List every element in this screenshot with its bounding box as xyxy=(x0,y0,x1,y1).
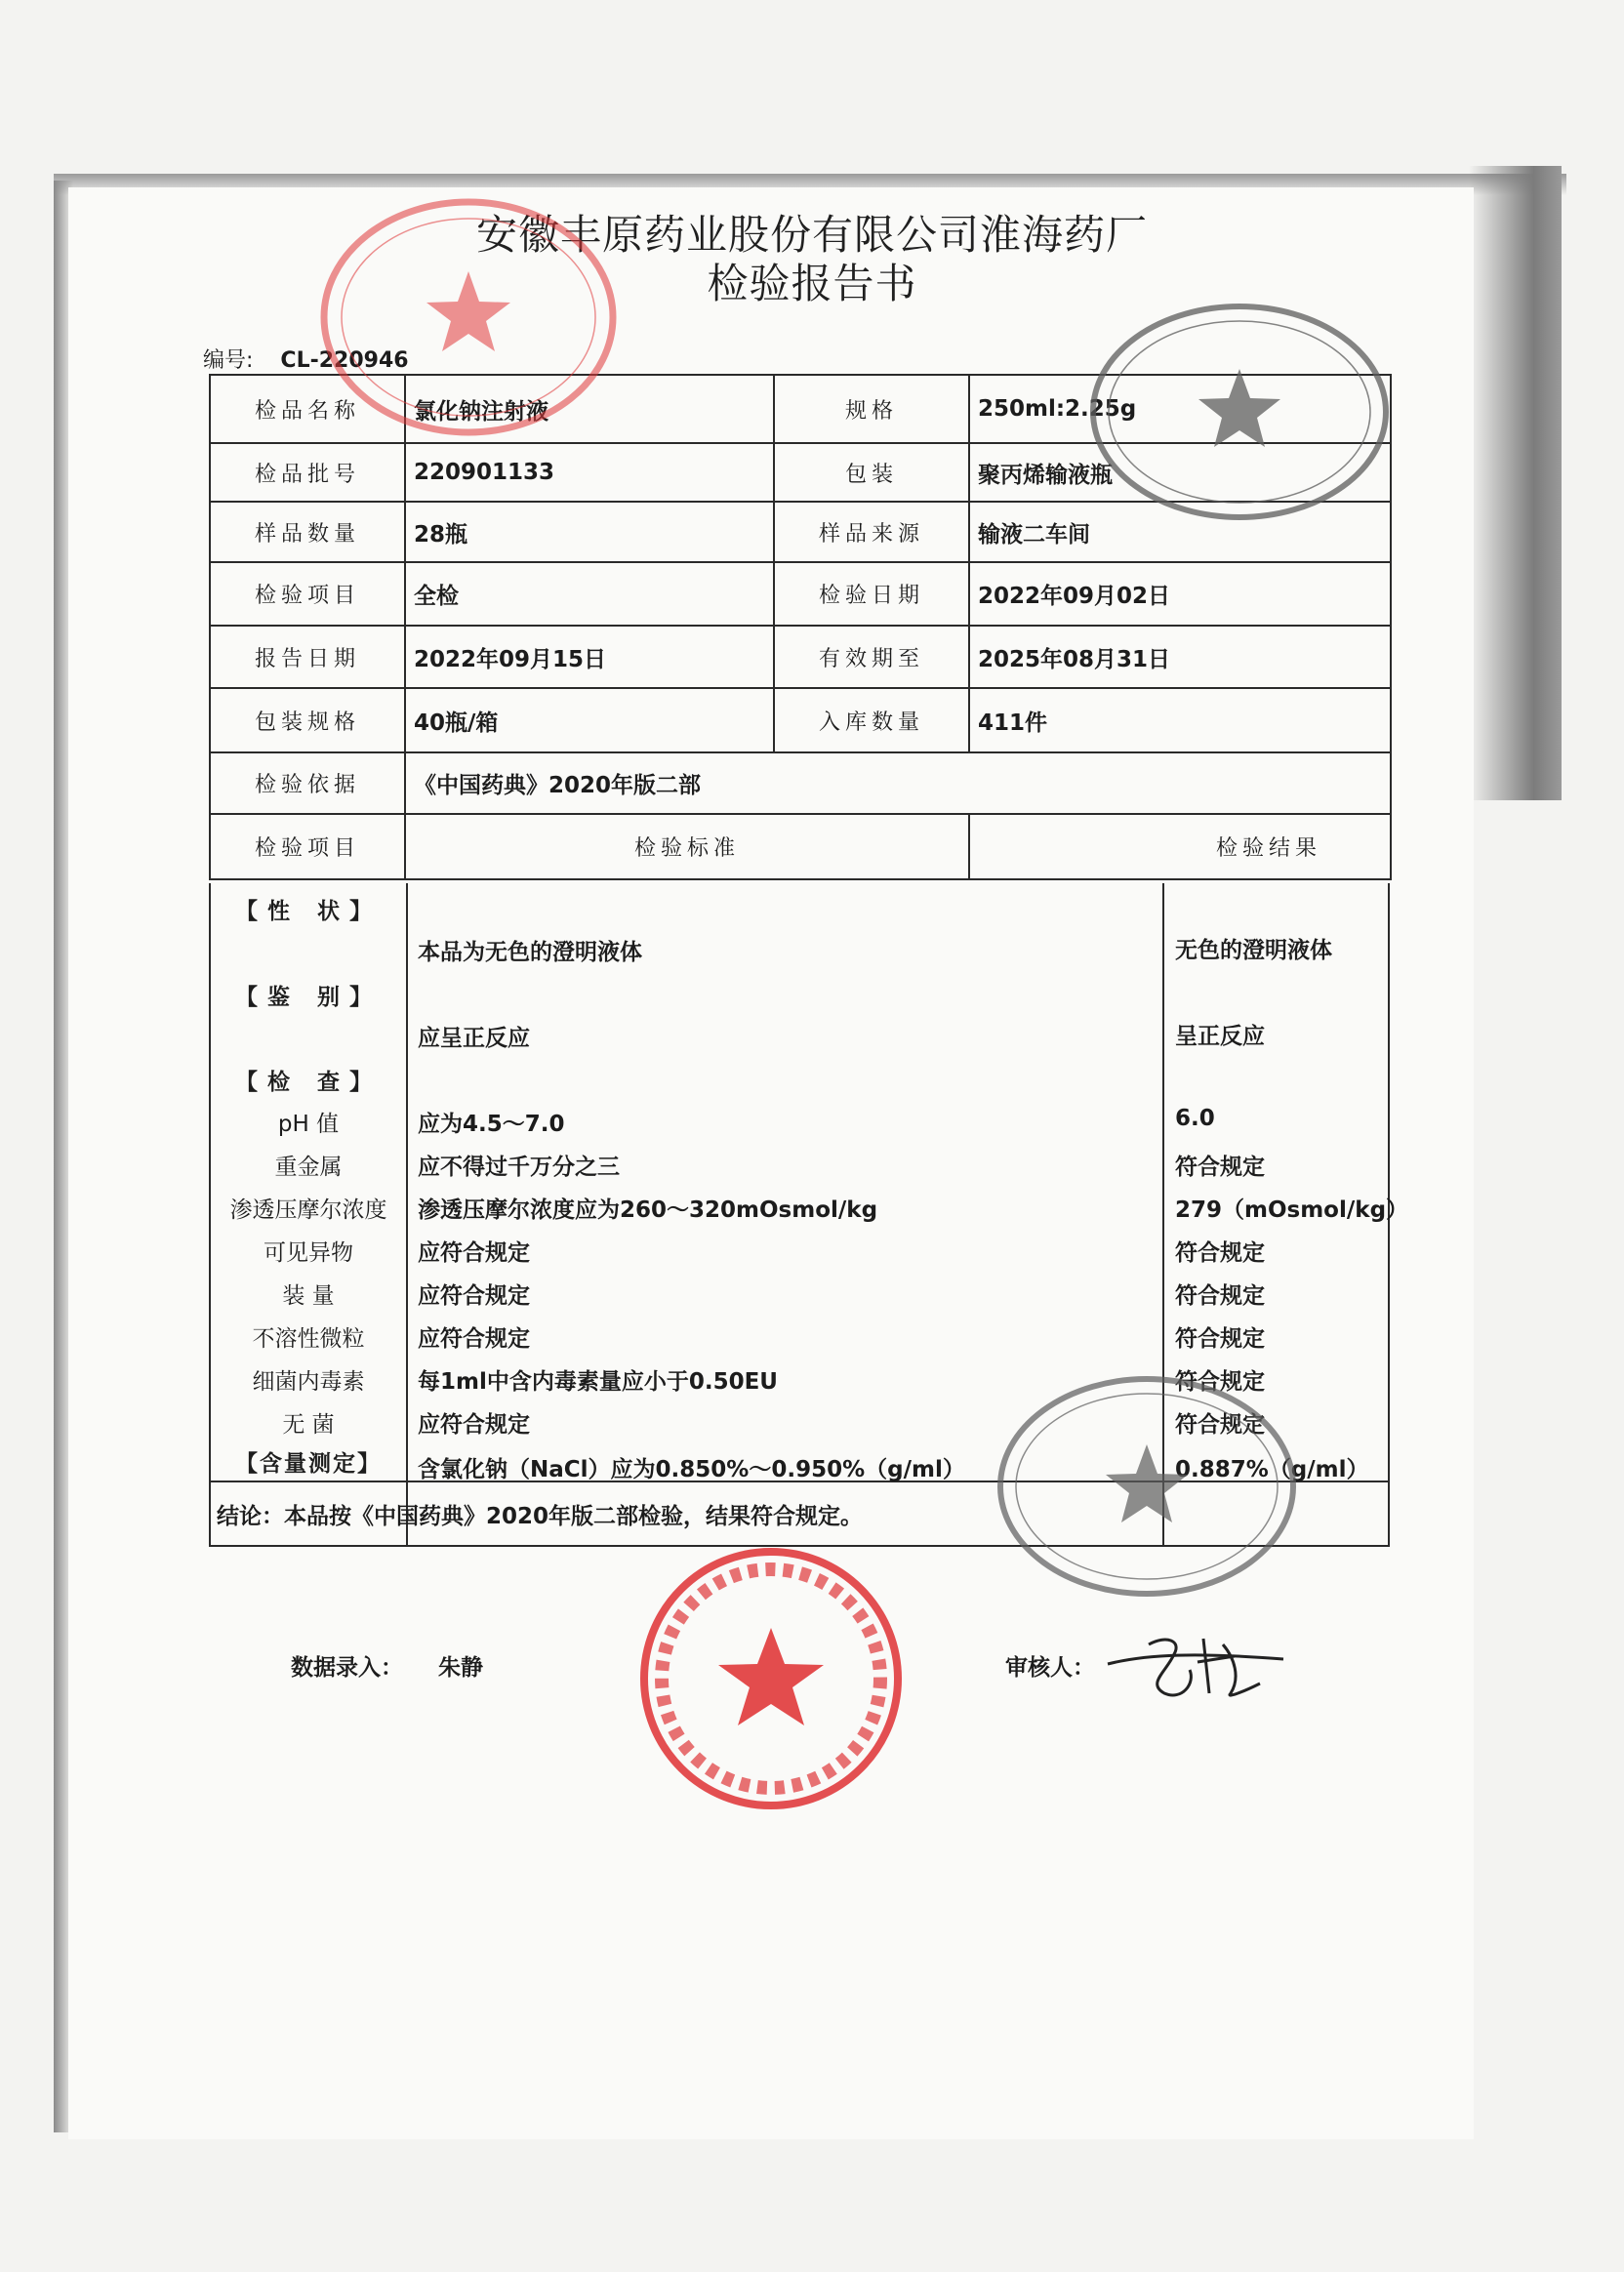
check-item-result: 符合规定 xyxy=(1175,1283,1265,1309)
report-date-label: 报告日期 xyxy=(210,626,405,688)
document-title: 检验报告书 xyxy=(707,260,917,307)
check-item-standard: 渗透压摩尔浓度应为260～320mOsmol/kg xyxy=(418,1197,878,1223)
table-row xyxy=(210,562,1391,626)
pack-spec-label: 包装规格 xyxy=(210,688,405,752)
reviewer-label: 审核人： xyxy=(1005,1655,1095,1681)
section-identify: 【鉴 别】 xyxy=(234,985,382,1010)
check-item-standard: 应不得过千万分之三 xyxy=(418,1155,620,1180)
quantity-value: 28瓶 xyxy=(405,502,774,562)
storage-qty-value: 411件 xyxy=(969,688,1391,752)
check-item-name: 渗透压摩尔浓度 xyxy=(229,1197,387,1223)
expiry-value: 2025年08月31日 xyxy=(969,626,1391,688)
product-name-value: 氯化钠注射液 xyxy=(405,375,774,443)
results-header-result: 检验结果 xyxy=(969,814,1391,879)
check-item-standard: 应符合规定 xyxy=(418,1326,530,1352)
test-item-label: 检验项目 xyxy=(210,562,405,626)
source-label: 样品来源 xyxy=(774,502,969,562)
check-item-result: 符合规定 xyxy=(1175,1412,1265,1438)
section-assay: 【含量测定】 xyxy=(235,1451,382,1477)
test-item-value: 全检 xyxy=(405,562,774,626)
character-result: 无色的澄明液体 xyxy=(1175,938,1332,963)
company-title: 安徽丰原药业股份有限公司淮海药厂 xyxy=(475,211,1148,259)
check-item-result: 279（mOsmol/kg） xyxy=(1175,1197,1409,1223)
test-date-value: 2022年09月02日 xyxy=(969,562,1391,626)
check-item-result: 符合规定 xyxy=(1175,1326,1265,1352)
check-item-name: 细菌内毒素 xyxy=(252,1369,365,1395)
check-item-result: 符合规定 xyxy=(1175,1155,1265,1180)
check-item-name: 不溶性微粒 xyxy=(252,1326,365,1352)
basis-label: 检验依据 xyxy=(210,752,405,814)
identify-result: 呈正反应 xyxy=(1175,1024,1265,1049)
check-item-name: 装 量 xyxy=(282,1283,335,1309)
reviewer-signature xyxy=(1088,1615,1313,1713)
report-date-value: 2022年09月15日 xyxy=(405,626,774,688)
table-row xyxy=(210,626,1391,688)
spec-label: 规格 xyxy=(774,375,969,443)
pack-spec-value: 40瓶/箱 xyxy=(405,688,774,752)
company-seal xyxy=(625,1532,917,1825)
section-check: 【检 查】 xyxy=(234,1070,382,1095)
reviewer xyxy=(1005,1649,1095,1682)
character-standard: 本品为无色的澄明液体 xyxy=(418,940,642,965)
data-entry xyxy=(291,1649,483,1682)
conclusion: 结论：本品按《中国药典》2020年版二部检验，结果符合规定。 xyxy=(217,1504,864,1529)
results-header-standard: 检验标准 xyxy=(405,814,969,879)
assay-standard: 含氯化钠（NaCl）应为0.850%～0.950%（g/ml） xyxy=(418,1457,965,1482)
column-divider xyxy=(406,883,408,1545)
document-number-label: 编号: xyxy=(203,348,254,373)
storage-qty-label: 入库数量 xyxy=(774,688,969,752)
data-entry-label: 数据录入： xyxy=(291,1655,403,1681)
check-item-result: 符合规定 xyxy=(1175,1369,1265,1395)
assay-result: 0.887%（g/ml） xyxy=(1175,1457,1369,1482)
qc-seal-top-left xyxy=(307,185,629,449)
table-row xyxy=(210,752,1391,814)
check-item-standard: 每1ml中含内毒素量应小于0.50EU xyxy=(418,1369,778,1395)
spec-value: 250ml:2.25g xyxy=(969,375,1391,443)
section-character: 【性 状】 xyxy=(234,899,382,924)
product-name-label: 检品名称 xyxy=(210,375,405,443)
check-item-standard: 应符合规定 xyxy=(418,1240,530,1266)
basis-value: 《中国药典》2020年版二部 xyxy=(405,752,1391,814)
batch-value: 220901133 xyxy=(405,443,774,502)
check-item-name: 重金属 xyxy=(274,1155,343,1180)
check-item-result: 6.0 xyxy=(1175,1106,1215,1131)
table-row xyxy=(210,688,1391,752)
data-entry-name: 朱静 xyxy=(438,1655,483,1681)
table-row xyxy=(210,814,1391,879)
check-item-name: 可见异物 xyxy=(264,1240,353,1266)
batch-label: 检品批号 xyxy=(210,443,405,502)
source-value: 输液二车间 xyxy=(969,502,1391,562)
document-number-value: CL-220946 xyxy=(280,348,409,373)
check-item-result: 符合规定 xyxy=(1175,1240,1265,1266)
results-header-item: 检验项目 xyxy=(210,814,405,879)
check-item-standard: 应符合规定 xyxy=(418,1283,530,1309)
check-item-name: 无 菌 xyxy=(282,1412,335,1438)
check-item-name: pH 值 xyxy=(277,1112,340,1137)
identify-standard: 应呈正反应 xyxy=(418,1026,530,1051)
package-value: 聚丙烯输液瓶 xyxy=(969,443,1391,502)
check-item-standard: 应为4.5～7.0 xyxy=(418,1112,565,1137)
package-label: 包装 xyxy=(774,443,969,502)
test-date-label: 检验日期 xyxy=(774,562,969,626)
release-seal xyxy=(986,1361,1308,1610)
check-item-standard: 应符合规定 xyxy=(418,1412,530,1438)
expiry-label: 有效期至 xyxy=(774,626,969,688)
quantity-label: 样品数量 xyxy=(210,502,405,562)
qc-seal-top-right xyxy=(1078,293,1401,532)
